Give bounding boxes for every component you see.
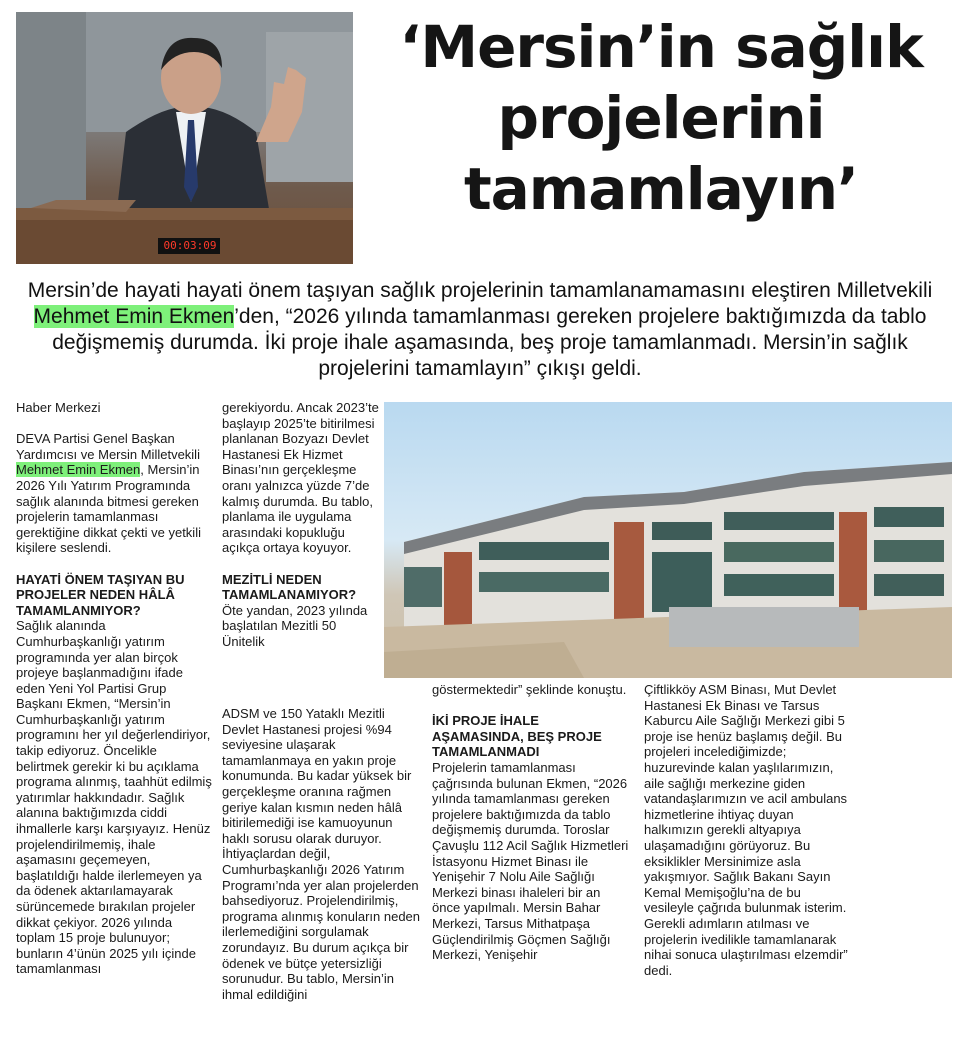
headline-line-2: projelerini [497,84,825,152]
headline [372,12,950,225]
article-column-2-bottom [222,706,422,1002]
col1-highlight-name: Mehmet Emin Ekmen [16,462,141,478]
subheading-3: İKİ PROJE İHALE AŞAMASINDA, BEŞ PROJE TAMAMLANMADI [432,713,602,760]
article-column-4 [644,682,854,978]
lead-highlight-name: Mehmet Emin Ekmen [33,305,235,328]
col2-paragraph-1: gerekiyordu. Ancak 2023’te başlayıp 2025’te bitirilmesi planlanan Bozyazı Devlet Hastanesi Ek Hizmet Binası’nın gerçekleşme oranı yalnızca yüzde 7’de kalmış durumda. Bu tablo, planlama ile uygulama arasındaki kopukluğu açıkça ortaya koyuyor. [222,400,379,556]
col1-paragraph-1 [16,431,212,556]
time-counter: 00:03:09 [163,239,217,252]
headline-line-3: tamamlayın’ [463,155,859,223]
subheading-1: HAYATİ ÖNEM TAŞIYAN BU PROJELER NEDEN HÂLÂ TAMAMLANMIYOR? [16,571,185,618]
lead-text-2: ’den, “2026 yılında tamamlanması gereken projelere baktığımızda da tablo değişmemiş durumda. İki proje ihale aşamasında, beş proje tamamlanmadı. Mersin’in sağlık projelerini tamamlayın” çıkışı geldi. [52,305,927,380]
subheading-2: MEZİTLİ NEDEN TAMAMLANAMIYOR? [222,571,357,603]
col1-text-2: , Mersin’in 2026 Yılı Yatırım Programında sağlık alanında bitmesi gereken projelerin tamamlanması gerektiğine dikkat çekti ve yetkili kişilere seslendi. [16,462,201,556]
byline: Haber Merkezi [16,400,101,415]
hospital-building-photo [384,402,952,678]
col4-paragraph-1: Çiftlikköy ASM Binası, Mut Devlet Hastanesi Ek Binası ve Tarsus Kaburcu Aile Sağlığı Merkezi gibi 5 proje ise henüz başlamış değil. Bu projeleri incelediğimizde; huzurevinde kalan yaşlılarımızın, aile sağlığı merkezine giden vatandaşlarımızın ve acil ambulans hizmetlerine ihtiyaç duyan halkımızın gerekli altyapıya ulaşamadığını görüyoruz. Bu eksiklikler Mersinimize asla yakışmıyor. Sağlık Bakanı Sayın Kemal Memişoğlu’na de bu vesileyle çağrıda bulunmak isterim. Gerekli adımların atılması ve projelerin ivedilikle tamamlanarak nihai sonuca ulaştırılması elzemdir” dedi. [644,682,848,978]
col1-paragraph-2: Sağlık alanında Cumhurbaşkanlığı yatırım programında yer alan birçok projeye başlanmadığını ifade eden Yeni Yol Partisi Grup Başkanı Ekmen, “Mersin’in Cumhurbaşkanlığı yatırım programını her yıl değerlendiriyor, takip ediyoruz. Öncelikle belirtmek gerekir ki bu açıklama programa alınmış, taahhüt edilmiş yatırımlar hakkındadır. Sağlık alanına baktığımızda ciddi ihmallerle karşı karşıyayız. Henüz projelendirilmemiş, ihale aşamasını geçemeyen, başlatıldığı halde ilerlemeyen ya da ödenek aktarılamayarak sürüncemede bırakılan projeler dikkat çekiyor. 2026 yılında toplam 15 proje bulunuyor; bunların 4’ünün 2025 yılı içinde tamamlanması [16,618,212,977]
article-column-1 [16,400,212,977]
lead-text-1: Mersin’de hayati hayati önem taşıyan sağlık projelerinin tamamlanamamasını eleştiren Milletvekili [27,279,933,302]
col3-paragraph-1: göstermektedir” şeklinde konuştu. [432,682,627,697]
col3-paragraph-2: Projelerin tamamlanması çağrısında bulunan Ekmen, “2026 yılında tamamlanması gereken projelere baktığımızda da tablo değişmemiş durumda. Toroslar Çavuşlu 112 Acil Sağlık Hizmetleri İstasyonu Hizmet Binası ile Yenişehir 7 Nolu Aile Sağlığı Merkezi binası ihaleleri bir an önce yapılmalı. Mersin Bahar Merkezi, Tarsus Mithatpaşa Güçlendirilmiş Göçmen Sağlığı Merkezi, Yenişehir [432,759,629,963]
headline-line-1: ‘Mersin’in sağlık [399,13,923,81]
col1-text-1: DEVA Partisi Genel Başkan Yardımcısı ve Mersin Milletvekili [16,431,200,462]
politician-photo [16,12,353,264]
article-column-2-top [222,400,380,650]
article-column-3 [432,682,632,963]
col2-paragraph-2b: ADSM ve 150 Yataklı Mezitli Devlet Hastanesi projesi %94 seviyesine ulaşarak tamamlanmaya en yakın proje konumunda. Bu kadar yüksek bir gerçekleşme oranına rağmen geriye kalan kısmın neden hâlâ bitirilemediği ise kamuoyunun haklı sorusu olarak duruyor. İhtiyaçlardan değil, Cumhurbaşkanlığı 2026 Yatırım Programı’nda yer alan projelerden bahsediyoruz. Projelendirilmiş, programa alınmış konuların neden ilerlemediğini sorgulamak zorundayız. Bu durum açıkça bir ödenek ve bütçe yetersizliği sorunudur. Bu tablo, Mersin’in ihmal edildiğini [222,706,421,1002]
col2-paragraph-2a: Öte yandan, 2023 yılında başlatılan Mezitli 50 Ünitelik [222,602,368,649]
lead-paragraph [16,278,944,382]
